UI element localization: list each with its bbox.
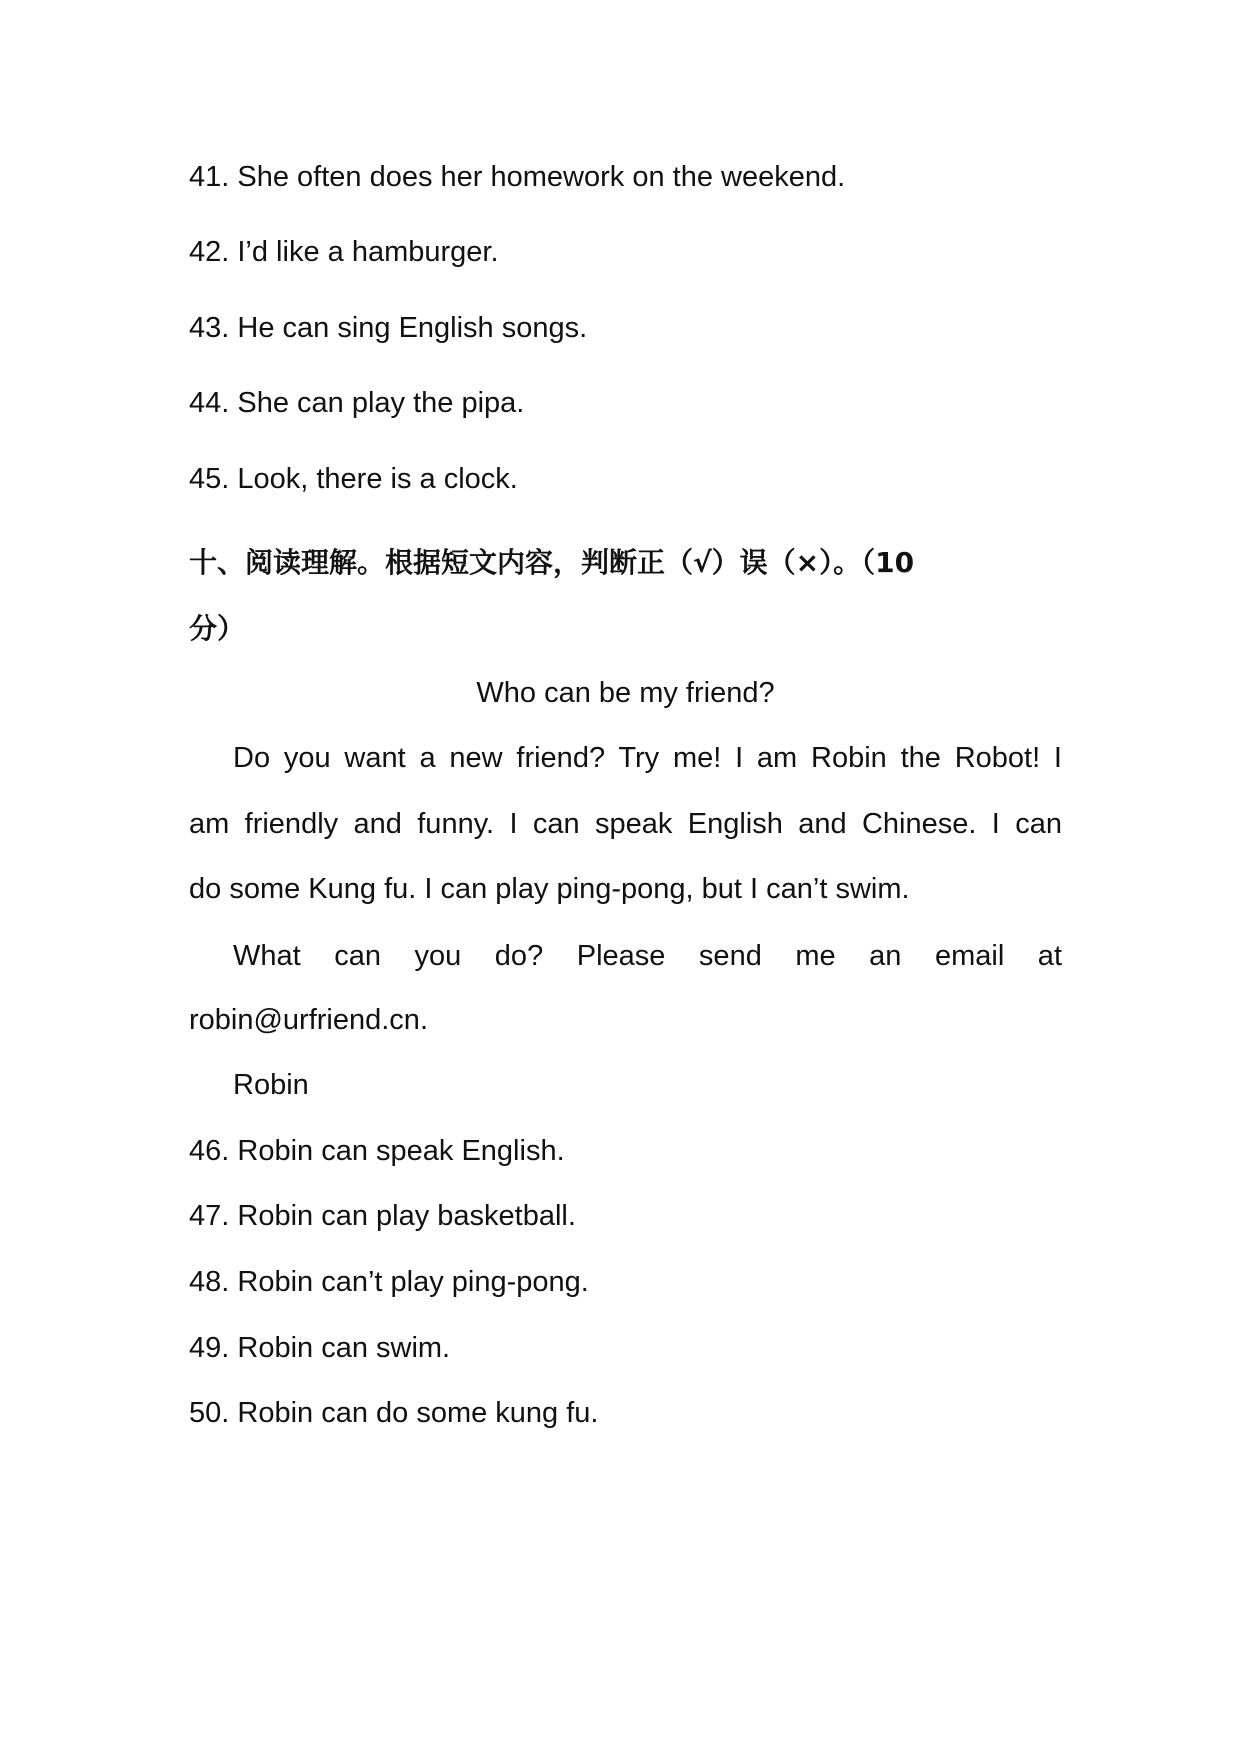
question-43: 43. He can sing English songs. — [189, 312, 588, 344]
passage-line: robin@urfriend.cn. — [189, 1004, 428, 1036]
question-48: 48. Robin can’t play ping-pong. — [189, 1266, 589, 1298]
passage-line: Do you want a new friend? Try me! I am Robin the Robot! I — [233, 742, 1062, 774]
question-46: 46. Robin can speak English. — [189, 1135, 565, 1167]
question-47: 47. Robin can play basketball. — [189, 1200, 576, 1232]
question-44: 44. She can play the pipa. — [189, 387, 525, 419]
question-45: 45. Look, there is a clock. — [189, 463, 518, 495]
question-50: 50. Robin can do some kung fu. — [189, 1397, 599, 1429]
passage-line: am friendly and funny. I can speak English and Chinese. I can — [189, 808, 1062, 840]
section-heading-cont: 分） — [189, 612, 246, 645]
passage-line: do some Kung fu. I can play ping-pong, but I can’t swim. — [189, 873, 910, 905]
question-41: 41. She often does her homework on the weekend. — [189, 161, 846, 193]
passage-line: What can you do? Please send me an email at — [233, 940, 1062, 972]
passage-signature: Robin — [233, 1069, 309, 1101]
question-42: 42. I’d like a hamburger. — [189, 236, 499, 268]
question-49: 49. Robin can swim. — [189, 1332, 451, 1364]
passage-title: Who can be my friend? — [476, 677, 775, 709]
section-heading: 十、阅读理解。根据短文内容，判断正（√）误（×）。（10 — [189, 546, 915, 579]
